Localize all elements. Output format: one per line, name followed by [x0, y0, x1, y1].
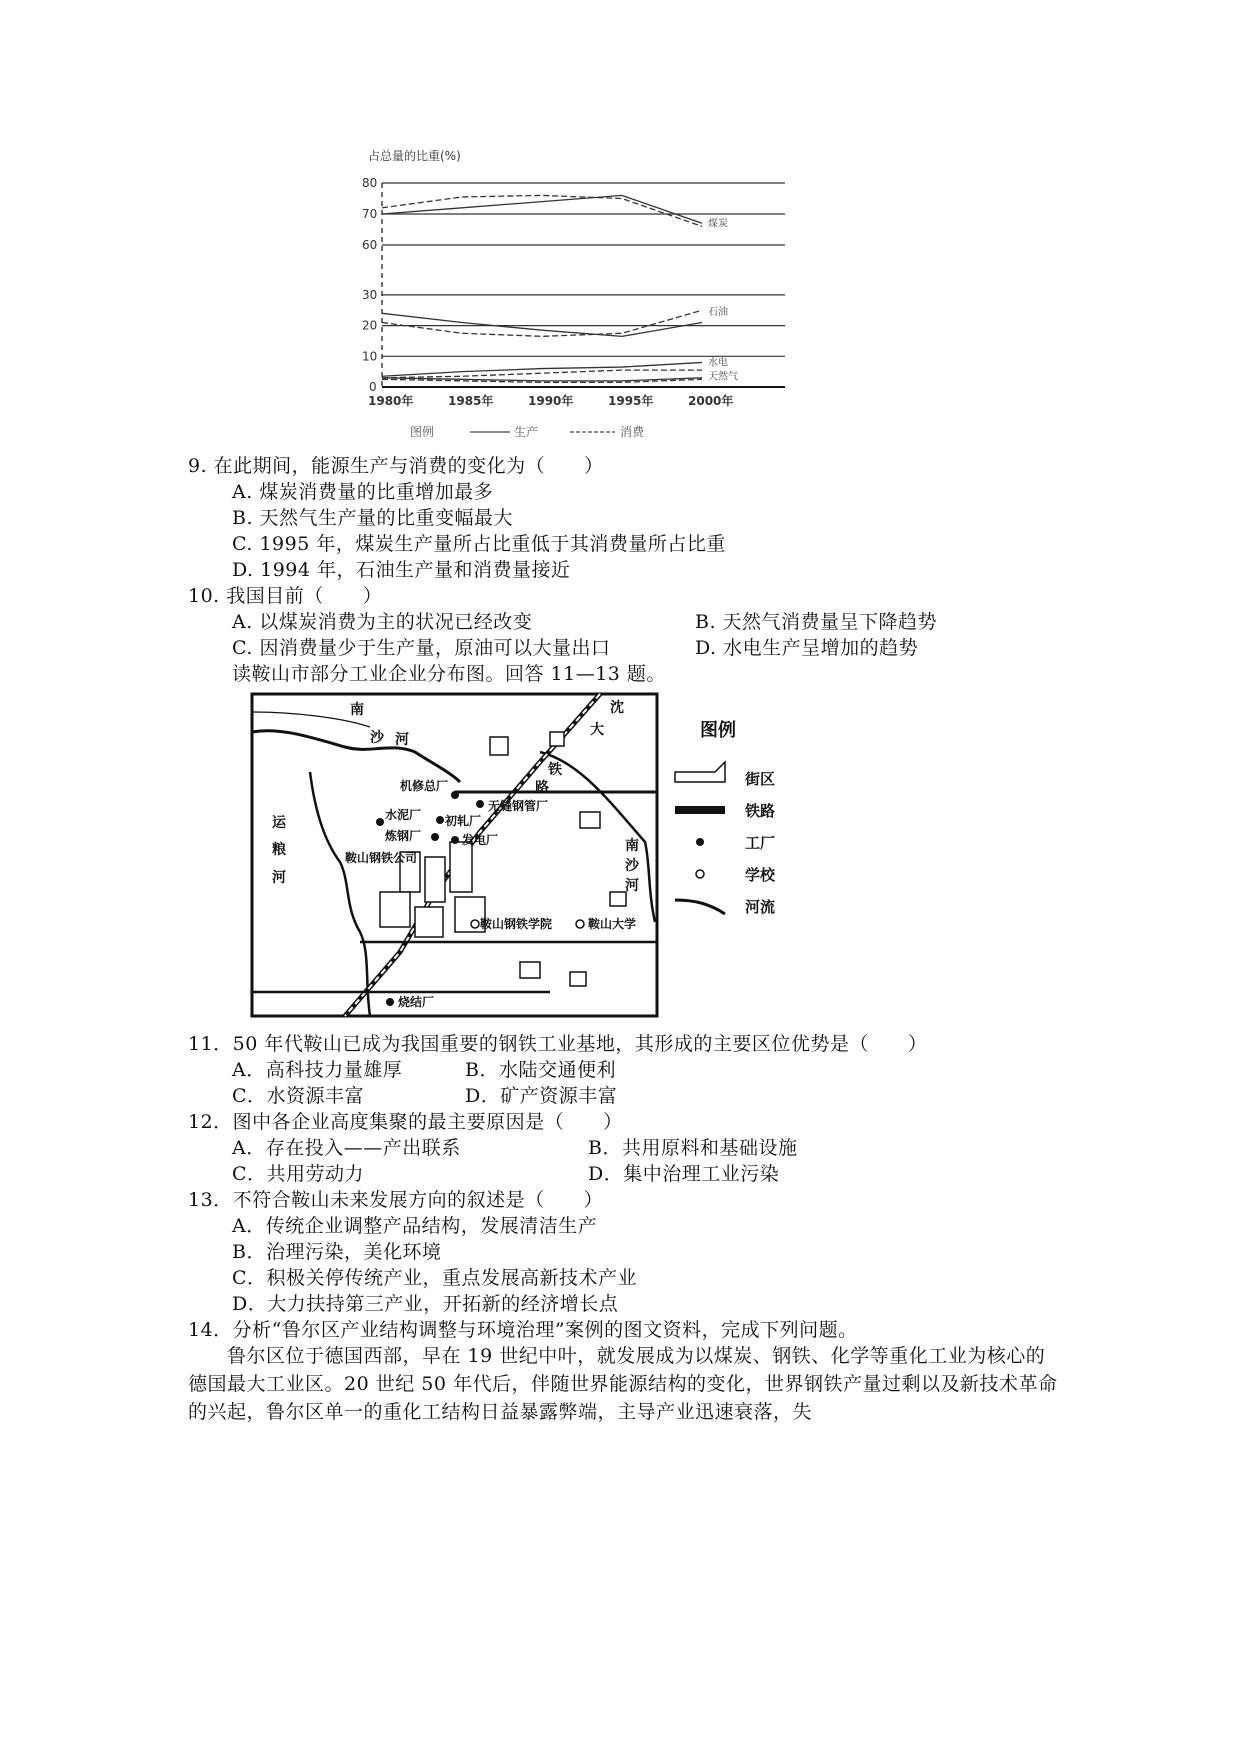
label-rail-2: 大: [590, 722, 604, 738]
series-line: [382, 313, 702, 336]
q11-option-d: D．矿产资源丰富: [465, 1085, 618, 1107]
q10-option-d: D. 水电生产呈增加的趋势: [695, 637, 919, 659]
legend-block-swatch: [675, 762, 725, 782]
label-jixiu: 机修总厂: [400, 779, 449, 793]
q13-option-d: D．大力扶持第三产业，开拓新的经济增长点: [232, 1293, 619, 1315]
label-daxue: 鞍山大学: [588, 917, 637, 931]
label-nansha-east-3: 河: [625, 878, 639, 894]
y-tick-label: 0: [369, 380, 377, 394]
label-yunliang-1: 运: [272, 815, 286, 831]
label-nansha-east-1: 南: [625, 838, 639, 854]
label-nansha-2: 沙: [370, 730, 384, 746]
legend-river-label: 河流: [745, 898, 776, 916]
label-fadian: 发电厂: [462, 833, 499, 847]
legend-school-swatch: [696, 870, 704, 878]
y-tick-label: 70: [362, 207, 378, 221]
y-tick-label: 10: [362, 349, 378, 364]
q10-stem: 10. 我国目前（ ）: [188, 585, 383, 607]
label-rail-4: 路: [535, 780, 549, 796]
series-label-oil: 石油: [708, 306, 728, 318]
label-liangang: 炼钢厂: [385, 829, 422, 843]
x-tick-label: 2000年: [688, 394, 734, 408]
legend-rail-swatch: [675, 806, 725, 814]
y-tick-label: 20: [362, 318, 378, 333]
chart-legend: [410, 424, 645, 439]
legend-block-label: 街区: [745, 770, 776, 788]
label-rail-1: 沈: [610, 700, 624, 716]
q12-stem: 12．图中各企业高度集聚的最主要原因是（ ）: [188, 1111, 623, 1133]
series-line: [382, 362, 702, 376]
legend-school-label: 学校: [745, 866, 776, 884]
series-line: [382, 310, 702, 336]
label-xueyuan: 鞍山钢铁学院: [480, 917, 553, 931]
q14-paragraph: 鲁尔区位于德国西部，早在 19 世纪中叶，就发展成为以煤炭、钢铁、化学等重化工业为核心的德国最大工业区。20 世纪 50 年代后，伴随世界能源结构的变化，世界钢铁产量过剩以及新技术革命的兴起，鲁尔区单一的重化工结构日益暴露弊端，主导产业迅速衰落，失: [188, 1345, 1058, 1423]
q11-option-a: A．高科技力量雄厚: [232, 1059, 403, 1081]
q12-option-b: B．共用原料和基础设施: [588, 1137, 798, 1159]
series-label-coal: 煤炭: [708, 218, 728, 230]
x-tick-label: 1995年: [608, 394, 654, 408]
chart-grid: [382, 183, 785, 387]
q9-stem: 9. 在此期间，能源生产与消费的变化为（ ）: [188, 455, 604, 477]
x-tick-label: 1990年: [528, 394, 574, 408]
legend-production-label: 生产: [514, 425, 539, 439]
label-nansha-east-2: 沙: [625, 858, 639, 874]
map-legend: [675, 719, 776, 916]
q10-option-c: C. 因消费量少于生产量，原油可以大量出口: [232, 637, 611, 659]
label-yunliang-3: 河: [272, 870, 286, 886]
q9-option-b: B. 天然气生产量的比重变幅最大: [232, 507, 514, 529]
series-label-hydro: 水电: [708, 357, 728, 369]
legend-river-swatch: [675, 900, 725, 914]
q10-option-a: A. 以煤炭消费为主的状况已经改变: [232, 611, 533, 633]
legend-title: 图例: [410, 425, 435, 439]
q11-option-c: C．水资源丰富: [232, 1085, 365, 1107]
label-wufeng: 无缝钢管厂: [488, 799, 549, 813]
q14-stem: 14．分析“鲁尔区产业结构调整与环境治理”案例的图文资料，完成下列问题。: [188, 1319, 858, 1341]
q13-option-c: C．积极关停传统产业，重点发展高新技术产业: [232, 1267, 638, 1289]
label-nansha-1: 南: [350, 702, 364, 718]
y-tick-label: 30: [362, 287, 378, 302]
label-rail-3: 铁: [548, 762, 562, 778]
q10-option-b: B. 天然气消费量呈下降趋势: [695, 611, 938, 633]
q11-stem: 11．50 年代鞍山已成为我国重要的钢铁工业基地，其形成的主要区位优势是（ ）: [188, 1033, 928, 1055]
q9-option-d: D. 1994 年，石油生产量和消费量接近: [232, 559, 571, 581]
q13-stem: 13．不符合鞍山未来发展方向的叙述是（ ）: [188, 1189, 604, 1211]
y-tick-label: 60: [362, 238, 378, 252]
label-yunliang-2: 粮: [272, 842, 286, 858]
q12-option-a: A．存在投入——产出联系: [232, 1137, 461, 1159]
q13-option-a: A．传统企业调整产品结构，发展清洁生产: [232, 1215, 598, 1237]
series-label-gas: 天然气: [708, 371, 738, 383]
map-legend-title: 图例: [700, 720, 736, 741]
legend-factory-swatch: [696, 838, 704, 846]
label-shuini: 水泥厂: [385, 808, 422, 822]
x-tick-label: 1985年: [448, 394, 494, 408]
q12-option-c: C．共用劳动力: [232, 1163, 365, 1185]
q9-option-c: C. 1995 年，煤炭生产量所占比重低于其消费量所占比重: [232, 533, 726, 555]
chart-series: [382, 195, 738, 382]
label-angang: 鞍山钢铁公司: [345, 851, 418, 865]
legend-rail-label: 铁路: [745, 802, 776, 820]
reading-instruction: 读鞍山市部分工业企业分布图。回答 11—13 题。: [232, 663, 666, 685]
legend-factory-label: 工厂: [745, 834, 776, 852]
x-tick-label: 1980年: [368, 394, 414, 408]
q9-option-a: A. 煤炭消费量的比重增加最多: [232, 481, 494, 503]
label-shaojie: 烧结厂: [398, 995, 435, 1009]
anshan-industry-map: [250, 692, 810, 1022]
energy-share-chart: [360, 140, 800, 450]
q11-option-b: B．水陆交通便利: [465, 1059, 616, 1081]
legend-consumption-label: 消费: [620, 425, 645, 439]
q13-option-b: B．治理污染，美化环境: [232, 1241, 442, 1263]
q12-option-d: D．集中治理工业污染: [588, 1163, 780, 1185]
label-chuzha: 初轧厂: [445, 814, 482, 828]
y-tick-label: 80: [362, 176, 378, 190]
label-nansha-3: 河: [395, 732, 409, 748]
chart-ylabel: 占总量的比重(%): [368, 149, 461, 163]
